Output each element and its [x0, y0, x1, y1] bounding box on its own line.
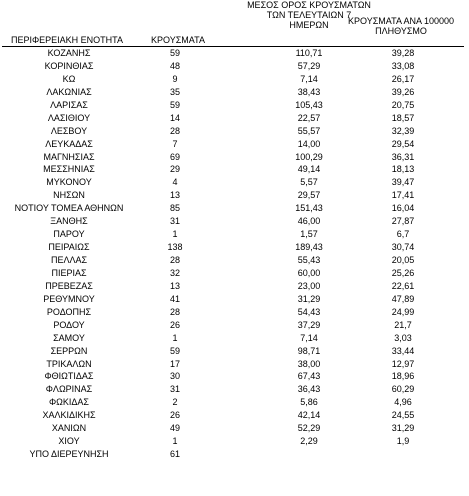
region-cell: ΞΑΝΘΗΣ	[50, 216, 88, 227]
region-cell: ΤΡΙΚΑΛΩΝ	[46, 358, 92, 369]
table-row	[0, 293, 469, 306]
table-row	[0, 306, 469, 319]
region-cell: ΦΩΚΙΔΑΣ	[49, 397, 89, 408]
region-cell: ΧΙΟΥ	[58, 436, 80, 447]
cases-cell: 17	[169, 358, 180, 369]
table-row	[0, 112, 469, 125]
per100k-cell: 32,39	[391, 125, 415, 136]
cases-cell: 59	[169, 48, 180, 58]
per100k-cell: 4,96	[394, 397, 412, 408]
avg7-cell: 189,43	[295, 242, 323, 253]
region-cell: ΠΡΕΒΕΖΑΣ	[45, 280, 93, 291]
cases-cell: 4	[172, 177, 178, 188]
cases-cell: 7	[172, 138, 178, 149]
per100k-cell: 33,44	[391, 345, 415, 356]
avg7-cell: 55,43	[297, 255, 321, 265]
cases-cell: 28	[169, 306, 180, 317]
cases-cell: 41	[169, 293, 180, 304]
avg7-cell: 60,00	[297, 267, 321, 278]
cases-cell: 69	[169, 151, 180, 162]
cases-cell: 49	[169, 423, 180, 434]
cases-cell: 1	[172, 436, 178, 447]
region-cell: ΡΟΔΟΠΗΣ	[46, 306, 92, 317]
table-row	[0, 202, 469, 215]
cases-cell: 35	[169, 86, 180, 97]
per100k-cell: 1,9	[396, 436, 410, 447]
table-row	[0, 254, 469, 267]
avg7-cell: 5,86	[300, 397, 318, 408]
avg7-cell: 14,00	[297, 138, 321, 149]
per100k-cell: 36,31	[391, 151, 415, 162]
table-row	[0, 448, 469, 461]
table-row	[0, 370, 469, 383]
table-row	[0, 228, 469, 241]
per100k-cell: 27,87	[391, 216, 415, 227]
per100k-cell: 33,08	[391, 60, 415, 71]
cases-cell: 26	[169, 319, 180, 330]
cases-cell: 2	[172, 397, 178, 408]
region-cell: ΛΕΣΒΟΥ	[50, 125, 88, 136]
cases-cell: 28	[169, 255, 180, 265]
avg7-cell: 49,14	[297, 164, 321, 175]
avg7-cell: 5,57	[300, 177, 318, 188]
cases-cell: 26	[169, 410, 180, 421]
cases-cell: 48	[169, 60, 180, 71]
per100k-cell: 30,74	[391, 242, 415, 253]
table-row	[0, 47, 469, 60]
region-cell: ΧΑΝΙΩΝ	[51, 423, 87, 434]
per100k-cell: 60,29	[391, 384, 415, 395]
per100k-cell: 24,55	[391, 410, 415, 421]
per100k-cell: 39,26	[391, 86, 415, 97]
cases-cell: 13	[169, 190, 180, 201]
region-cell: ΠΕΛΛΑΣ	[50, 255, 88, 265]
region-cell: ΚΩ	[62, 73, 76, 84]
per100k-cell: 25,26	[391, 267, 415, 278]
per100k-cell: 20,05	[391, 255, 415, 265]
avg7-cell: 151,43	[295, 203, 323, 214]
per100k-cell: 29,54	[391, 138, 415, 149]
avg7-cell: 36,43	[297, 384, 321, 395]
header-7day-average-line3: ΗΜΕΡΩΝ	[289, 20, 329, 30]
region-cell: ΝΟΤΙΟΥ ΤΟΜΕΑ ΑΘΗΝΩΝ	[14, 203, 124, 214]
avg7-cell: 46,00	[297, 216, 321, 227]
header-7day-average-line1: ΜΕΣΟΣ ΟΡΟΣ ΚΡΟΥΣΜΑΤΩΝ	[247, 0, 371, 10]
region-cell: ΠΕΙΡΑΙΩΣ	[48, 242, 90, 253]
region-cell: ΦΛΩΡΙΝΑΣ	[45, 384, 93, 395]
region-cell: ΜΥΚΟΝΟΥ	[46, 177, 92, 188]
table-row	[0, 215, 469, 228]
region-cell: ΝΗΣΩΝ	[53, 190, 85, 201]
region-cell: ΛΕΥΚΑΔΑΣ	[45, 138, 93, 149]
table-row	[0, 125, 469, 138]
header-per-100k-line1: ΚΡΟΥΣΜΑΤΑ ΑΝΑ 100000	[348, 16, 454, 26]
region-cell: ΚΟΖΑΝΗΣ	[47, 48, 91, 58]
header-cases: ΚΡΟΥΣΜΑΤΑ	[151, 35, 205, 45]
table-row	[0, 60, 469, 73]
table-row	[0, 189, 469, 202]
cases-cell: 59	[169, 99, 180, 110]
per100k-cell: 17,41	[391, 190, 415, 201]
region-cell: ΠΑΡΟΥ	[53, 229, 85, 240]
table-row	[0, 358, 469, 371]
table-row	[0, 86, 469, 99]
avg7-cell: 52,29	[297, 423, 321, 434]
avg7-cell: 54,43	[297, 306, 321, 317]
avg7-cell: 67,43	[297, 371, 321, 382]
avg7-cell: 100,29	[295, 151, 323, 162]
table-row	[0, 163, 469, 176]
cases-cell: 138	[167, 242, 183, 253]
cases-cell: 59	[169, 345, 180, 356]
per100k-cell: 24,99	[391, 306, 415, 317]
region-cell: ΡΕΘΥΜΝΟΥ	[43, 293, 95, 304]
region-cell: ΛΑΚΩΝΙΑΣ	[46, 86, 92, 97]
cases-cell: 13	[169, 280, 180, 291]
header-per-100k-line2: ΠΛΗΘΥΣΜΟ	[375, 26, 427, 36]
per100k-cell: 47,89	[391, 293, 415, 304]
per100k-cell: 12,97	[391, 358, 415, 369]
cases-cell: 30	[169, 371, 180, 382]
per100k-cell: 20,75	[391, 99, 415, 110]
region-cell: ΧΑΛΚΙΔΙΚΗΣ	[42, 410, 96, 421]
region-cell: ΦΘΙΩΤΙΔΑΣ	[44, 371, 94, 382]
table-row	[0, 99, 469, 112]
avg7-cell: 37,29	[297, 319, 321, 330]
region-cell: ΛΑΣΙΘΙΟΥ	[47, 112, 91, 123]
per100k-cell: 3,03	[394, 332, 412, 343]
table-row	[0, 409, 469, 422]
region-cell: ΡΟΔΟΥ	[53, 319, 85, 330]
cases-cell: 85	[169, 203, 180, 214]
avg7-cell: 23,00	[297, 280, 321, 291]
region-cell: ΚΟΡΙΝΘΙΑΣ	[44, 60, 94, 71]
avg7-cell: 38,43	[297, 86, 321, 97]
avg7-cell: 22,57	[297, 112, 321, 123]
avg7-cell: 31,29	[297, 293, 321, 304]
avg7-cell: 55,57	[297, 125, 321, 136]
avg7-cell: 1,57	[300, 229, 318, 240]
region-cell: ΣΕΡΡΩΝ	[50, 345, 88, 356]
avg7-cell: 105,43	[295, 99, 323, 110]
region-cell: ΜΑΓΝΗΣΙΑΣ	[43, 151, 95, 162]
avg7-cell: 7,14	[300, 73, 318, 84]
cases-cell: 32	[169, 267, 180, 278]
table-row	[0, 435, 469, 448]
cases-cell: 1	[172, 332, 178, 343]
per100k-cell: 18,96	[391, 371, 415, 382]
table-row	[0, 396, 469, 409]
per100k-cell: 39,47	[391, 177, 415, 188]
table-row	[0, 332, 469, 345]
region-cell: ΜΕΣΣΗΝΙΑΣ	[43, 164, 95, 175]
per100k-cell: 21,7	[394, 319, 412, 330]
avg7-cell: 110,71	[295, 48, 323, 58]
per100k-cell: 18,13	[391, 164, 415, 175]
region-cell: ΥΠΟ ΔΙΕΡΕΥΝΗΣΗ	[29, 449, 109, 460]
avg7-cell: 38,00	[297, 358, 321, 369]
header-7day-average-line2: ΤΩΝ ΤΕΛΕΥΤΑΙΩΝ 7	[266, 10, 352, 20]
table-row	[0, 176, 469, 189]
cases-cell: 61	[169, 449, 180, 460]
cases-cell: 29	[169, 164, 180, 175]
table-row	[0, 383, 469, 396]
avg7-cell: 42,14	[297, 410, 321, 421]
avg7-cell: 57,29	[297, 60, 321, 71]
avg7-cell: 29,57	[297, 190, 321, 201]
region-cell: ΣΑΜΟΥ	[53, 332, 85, 343]
region-cell: ΠΙΕΡΙΑΣ	[51, 267, 87, 278]
header-region: ΠΕΡΙΦΕΡΕΙΑΚΗ ΕΝΟΤΗΤΑ	[10, 35, 124, 45]
table-row	[0, 267, 469, 280]
avg7-cell: 2,29	[300, 436, 318, 447]
table-row	[0, 319, 469, 332]
avg7-cell: 98,71	[297, 345, 321, 356]
cases-cell: 28	[169, 125, 180, 136]
per100k-cell: 16,04	[391, 203, 415, 214]
per100k-cell: 39,28	[391, 48, 415, 58]
table-row	[0, 345, 469, 358]
table-row	[0, 280, 469, 293]
per100k-cell: 31,29	[391, 423, 415, 434]
header-per-100k	[342, 16, 460, 36]
avg7-cell: 7,14	[300, 332, 318, 343]
table-row	[0, 241, 469, 254]
cases-cell: 9	[172, 73, 178, 84]
table-row	[0, 422, 469, 435]
table-row	[0, 73, 469, 86]
cases-cell: 31	[169, 384, 180, 395]
per100k-cell: 26,17	[391, 73, 415, 84]
table-row	[0, 138, 469, 151]
table-body	[0, 47, 469, 461]
region-cell: ΛΑΡΙΣΑΣ	[50, 99, 88, 110]
per100k-cell: 22,61	[391, 280, 415, 291]
cases-cell: 31	[169, 216, 180, 227]
per100k-cell: 18,57	[391, 112, 415, 123]
cases-cell: 1	[172, 229, 178, 240]
cases-cell: 14	[169, 112, 180, 123]
table-row	[0, 151, 469, 164]
per100k-cell: 6,7	[396, 229, 410, 240]
